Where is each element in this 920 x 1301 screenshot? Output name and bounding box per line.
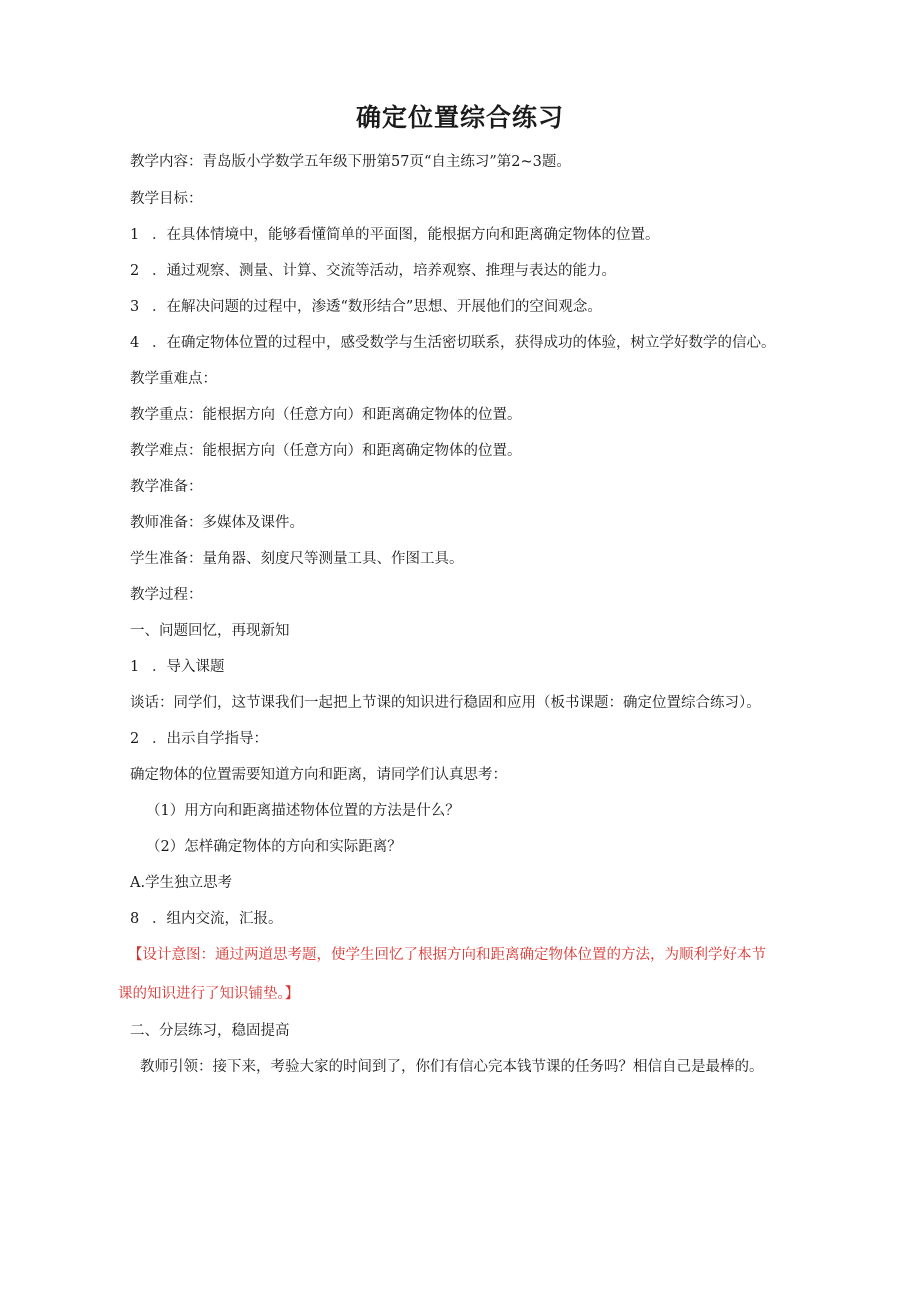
step-number: 1 [130, 659, 140, 675]
prep-heading: 教学准备： [130, 479, 203, 495]
step-item [130, 729, 268, 749]
talk-paragraph: 谈话：同学们，这节课我们一起把上节课的知识进行稳固和应用（板书课题：确定位置综合练习）。 [130, 695, 761, 711]
goals-heading: 教学目标： [130, 191, 203, 207]
key-point: 教学重点：能根据方向（任意方向）和距离确定物体的位置。 [130, 407, 522, 423]
goal-number: 1 [130, 227, 140, 243]
step-item: A.学生独立思考 [130, 875, 233, 891]
question-2: （2）怎样确定物体的方向和实际距离？ [146, 839, 402, 855]
step-number: 2 [130, 731, 140, 747]
goal-text: ．在确定物体位置的过程中，感受数学与生活密切联系，获得成功的体验，树立学好数学的信心。 [152, 335, 776, 351]
design-intent-line1: 【设计意图：通过两道思考题，使学生回忆了根据方向和距离确定物体位置的方法，为顺利学好本节 [128, 947, 766, 963]
goal-item [130, 297, 602, 317]
goal-item [130, 333, 776, 353]
goal-text: ．通过观察、测量、计算、交流等活动，培养观察、推理与表达的能力。 [152, 263, 616, 279]
goal-text: ．在具体情境中，能够看懂简单的平面图，能根据方向和距离确定物体的位置。 [152, 227, 660, 243]
section2-heading: 二、分层练习，稳固提高 [130, 1023, 290, 1039]
goal-item [130, 261, 616, 281]
guide-intro: 确定物体的位置需要知道方向和距离，请同学们认真思考： [130, 767, 507, 783]
process-heading: 教学过程： [130, 587, 203, 603]
key-heading: 教学重难点： [130, 371, 217, 387]
step-text: ．组内交流，汇报。 [152, 911, 283, 927]
difficult-point: 教学难点：能根据方向（任意方向）和距离确定物体的位置。 [130, 443, 522, 459]
goal-text: ．在解决问题的过程中，渗透“数形结合”思想、开展他们的空间观念。 [152, 299, 602, 315]
design-intent-line2: 课的知识进行了知识铺垫。】 [118, 986, 300, 1002]
section1-heading: 一、问题回忆，再现新知 [130, 623, 290, 639]
step-text: ．导入课题 [152, 659, 225, 675]
step-text: ．出示自学指导： [152, 731, 268, 747]
goal-item [130, 225, 660, 245]
question-1: （1）用方向和距离描述物体位置的方法是什么？ [146, 803, 460, 819]
goal-number: 2 [130, 263, 140, 279]
teacher-prep: 教师准备：多媒体及课件。 [130, 515, 304, 531]
page-title: 确定位置综合练习 [355, 103, 564, 132]
step-number: 8 [130, 911, 140, 927]
goal-number: 3 [130, 299, 140, 315]
teaching-content: 教学内容：青岛版小学数学五年级下册第57页“自主练习”第2~3题。 [130, 154, 571, 170]
step-item [130, 657, 225, 677]
goal-number: 4 [130, 335, 140, 351]
student-prep: 学生准备：量角器、刻度尺等测量工具、作图工具。 [130, 551, 464, 567]
teacher-lead: 教师引领：接下来，考验大家的时间到了，你们有信心完本钱节课的任务吗？相信自己是最棒的。 [140, 1059, 764, 1075]
step-item [130, 909, 283, 929]
